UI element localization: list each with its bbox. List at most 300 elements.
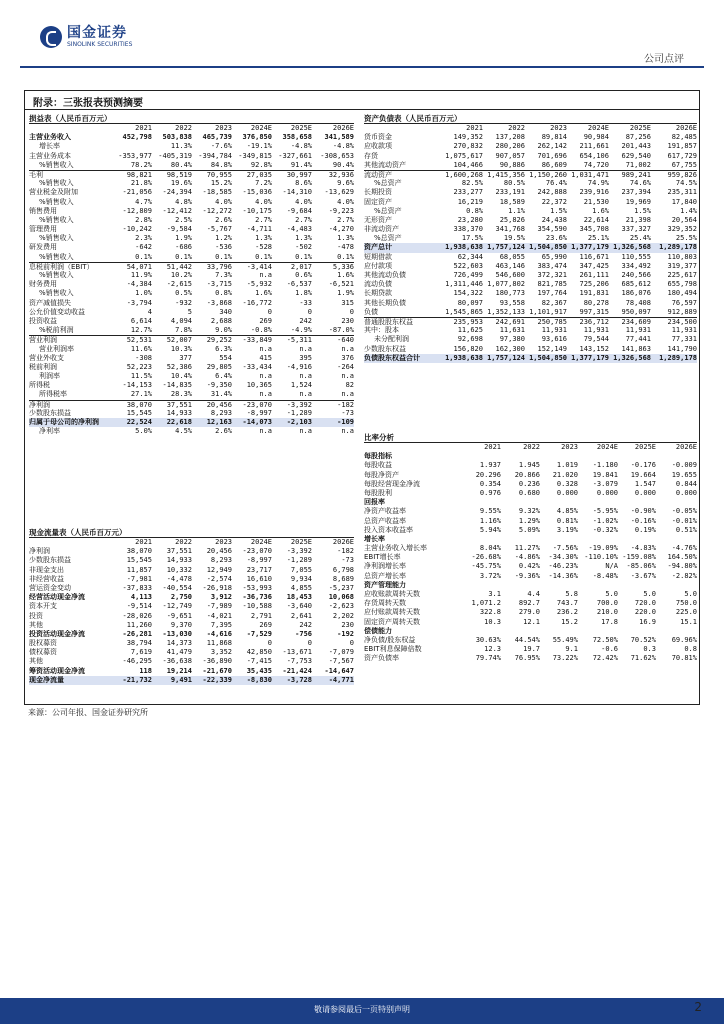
cell-value: 12.7%	[130, 326, 152, 335]
table-row	[364, 618, 697, 627]
cell-value: -15,036	[242, 188, 272, 197]
cell-value: 358,658	[282, 133, 312, 142]
table-row	[364, 345, 697, 354]
cell-value: 1,101,917	[529, 307, 567, 316]
table-row	[364, 553, 697, 562]
cell-value: 452,798	[122, 133, 152, 142]
table-row	[364, 608, 697, 617]
cell-value: 11.27%	[514, 544, 540, 553]
cell-value: 345,708	[579, 225, 609, 234]
cell-value: 19.5%	[503, 234, 525, 243]
table-row	[364, 526, 697, 535]
cell-value: 415	[259, 353, 272, 362]
cell-value: 242,888	[537, 188, 567, 197]
row-label: 应收账款周转天数	[364, 590, 420, 598]
cell-value: -308,653	[320, 151, 354, 160]
cell-value: 6.4%	[215, 372, 232, 381]
row-label: %销售收入	[39, 215, 74, 224]
table-row	[29, 584, 354, 593]
column-header: 2022	[175, 538, 192, 546]
row-label: 营运资金变动	[29, 583, 71, 592]
cell-value: 11,631	[499, 326, 525, 335]
row-label: %销售收入	[39, 289, 74, 298]
cell-value: -5,767	[206, 225, 232, 234]
cell-value: 234,609	[621, 317, 651, 326]
row-label: 营业外收支	[29, 353, 64, 362]
row-label: 资产减值损失	[29, 298, 71, 307]
cell-value: 0.1%	[135, 252, 152, 261]
cell-value: -9,514	[126, 602, 152, 611]
cell-value: -1.02%	[592, 516, 618, 525]
cell-value: -182	[337, 547, 354, 556]
cell-value: 38,070	[126, 400, 152, 409]
cell-value: 354,590	[537, 225, 567, 234]
cell-value: 1,757,124	[487, 353, 525, 362]
row-label: 所得税率	[39, 390, 67, 399]
cell-value: 319,377	[667, 261, 697, 270]
cell-value: -40,554	[162, 583, 192, 592]
column-header: 2026E	[675, 124, 697, 132]
cell-value: 376	[341, 353, 354, 362]
cell-value: 1.3%	[295, 234, 312, 243]
cell-value: n.a	[341, 427, 354, 436]
cell-value: -7,981	[126, 574, 152, 583]
cell-value: 0	[267, 307, 272, 316]
row-label: 非经营收益	[29, 574, 64, 583]
cell-value: 1.6%	[255, 289, 272, 298]
cell-value: -640	[337, 336, 354, 345]
row-label: %销售收入	[39, 179, 74, 188]
cell-value: 233,191	[495, 188, 525, 197]
cell-value: 19.7	[523, 645, 540, 654]
table-row	[364, 262, 697, 271]
table-row	[29, 234, 354, 243]
cell-value: 654,106	[579, 151, 609, 160]
cell-value: 52,386	[166, 362, 192, 371]
cell-value: 97,380	[499, 335, 525, 344]
cell-value: -14,073	[242, 418, 272, 426]
cell-value: 72.42%	[592, 654, 618, 663]
column-header: 2026E	[332, 124, 354, 132]
cell-value: -14,835	[162, 381, 192, 390]
table-row	[29, 363, 354, 372]
cell-value: 1,150,260	[529, 170, 567, 179]
cell-value: -0.8%	[250, 326, 272, 335]
cell-value: 0.8%	[466, 206, 483, 215]
cell-value	[501, 581, 540, 590]
cell-value: 2,791	[250, 611, 272, 620]
cell-value: -8,997	[246, 556, 272, 565]
cell-value: -14.36%	[548, 571, 578, 580]
table-row	[364, 152, 697, 161]
table-row	[29, 170, 354, 179]
row-label: %总资产	[374, 179, 402, 188]
cell-value: 3,912	[210, 593, 232, 602]
cell-value: 4	[147, 307, 152, 316]
cell-value: 37,551	[166, 547, 192, 556]
table-row	[364, 299, 697, 308]
cell-value: -85.06%	[626, 562, 656, 571]
cell-value: 7.2%	[255, 179, 272, 188]
cell-value: n.a	[299, 427, 312, 436]
table-row	[29, 602, 354, 611]
cell-value: 0	[267, 639, 272, 648]
table-title: 现金流量表（人民币百万元）	[29, 528, 354, 538]
cell-value: -1,289	[286, 408, 312, 417]
cell-value: 3.72%	[479, 571, 501, 580]
row-label: 资产负债率	[364, 654, 399, 663]
cell-value: 1.945	[518, 461, 540, 470]
cell-value: 912,889	[667, 307, 697, 316]
cell-value: -932	[175, 298, 192, 307]
cell-value: 7,055	[290, 565, 312, 574]
cell-value: 280,206	[495, 142, 525, 151]
cell-value: 322.8	[479, 608, 501, 617]
table-row	[29, 142, 354, 151]
cell-value: 33,796	[206, 262, 232, 271]
cell-value: -3,392	[286, 547, 312, 556]
cell-value: -9,350	[206, 381, 232, 390]
cell-value: 341,768	[495, 225, 525, 234]
cell-value: 554	[219, 353, 232, 362]
cell-value: 210.0	[596, 608, 618, 617]
table-row	[29, 225, 354, 234]
cell-value: 1,352,133	[487, 307, 525, 316]
row-label: 归属于母公司的净利润	[29, 418, 99, 426]
cell-value: 0.1%	[295, 252, 312, 261]
table-row	[29, 409, 354, 418]
table-row	[29, 612, 354, 621]
cell-value: -6,521	[328, 280, 354, 289]
cell-value	[459, 581, 501, 590]
cell-value: 16.9	[639, 617, 656, 626]
column-header: 2023	[215, 124, 232, 132]
row-label: 资本开支	[29, 602, 57, 611]
cell-value: 8.6%	[295, 179, 312, 188]
cell-value: 269	[259, 620, 272, 629]
row-label: %销售收入	[39, 271, 74, 279]
table-row	[364, 133, 697, 142]
cell-value: 1,504,850	[529, 243, 567, 252]
cell-value: 29,805	[206, 362, 232, 371]
cell-value: 1.5%	[550, 206, 567, 215]
cell-value: 11,857	[126, 565, 152, 574]
cell-value: 77,331	[671, 335, 697, 344]
cell-value: 9.6%	[337, 179, 354, 188]
cell-value: 12,949	[206, 565, 232, 574]
row-label: 应收款项	[364, 142, 392, 151]
row-label: 流动资产	[364, 170, 392, 179]
cell-value: -2,615	[166, 280, 192, 289]
cell-value: -264	[337, 362, 354, 371]
cell-value: 8,293	[210, 556, 232, 565]
cell-value: 10.2%	[170, 271, 192, 279]
cell-value: 700.0	[596, 599, 618, 608]
table-row	[29, 621, 354, 630]
row-label: 主营业务收入	[29, 133, 71, 142]
cell-value: -53,993	[242, 583, 272, 592]
row-label: 总资产增长率	[364, 571, 406, 580]
cell-value: n.a	[299, 390, 312, 399]
cell-value: -3,868	[206, 298, 232, 307]
cell-value: 1.1%	[508, 206, 525, 215]
cell-value: 1,289,178	[659, 353, 697, 362]
row-label: 息税前利润（EBIT）	[29, 262, 94, 271]
cell-value: 0.19%	[634, 525, 656, 534]
cell-value: 93,558	[499, 298, 525, 307]
cell-value: 5.0	[605, 590, 618, 598]
cell-value: 16,219	[457, 197, 483, 206]
cell-value: 347,425	[579, 261, 609, 270]
appendix-title: 附录：三张报表预测摘要	[33, 98, 143, 109]
cell-value: -2.82%	[671, 571, 697, 580]
row-label: 经营活动现金净流	[29, 593, 85, 602]
cell-value: 82,367	[541, 298, 567, 307]
cell-value: 233,277	[453, 188, 483, 197]
cell-value: 19.655	[671, 470, 697, 479]
cell-value: -16,772	[242, 298, 272, 307]
disclaimer-link[interactable]: 敬请参阅最后一页特别声明	[314, 1005, 410, 1014]
table-row	[364, 599, 697, 608]
row-label: 每股收益	[364, 461, 392, 470]
row-label: 债权募资	[29, 648, 57, 657]
table-row	[29, 400, 354, 409]
table-title: 资产负债表（人民币百万元）	[364, 114, 697, 124]
column-header: 2025E	[634, 443, 656, 451]
table-row	[364, 225, 697, 234]
cell-value: 2.6%	[215, 427, 232, 436]
cell-value: 11.6%	[130, 344, 152, 353]
cell-value: -7,989	[206, 602, 232, 611]
cell-value: 230	[341, 620, 354, 629]
cell-value: 236.2	[556, 608, 578, 617]
title-divider	[25, 109, 699, 110]
cell-value: 70.52%	[630, 635, 656, 644]
cell-value: -8,830	[246, 675, 272, 684]
row-label: 存货周转天数	[364, 599, 406, 608]
cell-value: 4,094	[170, 316, 192, 325]
cell-value: -4,483	[286, 225, 312, 234]
table-row	[364, 253, 697, 262]
logo-subtitle: SINOLINK SECURITIES	[67, 41, 133, 48]
cell-value: 546,600	[495, 271, 525, 279]
cell-value: 90,886	[499, 160, 525, 169]
cell-value: 12.3	[484, 645, 501, 654]
cell-value: 19,214	[166, 666, 192, 675]
cell-value: 21,530	[583, 197, 609, 206]
cell-value: 4,113	[130, 593, 152, 602]
table-row	[29, 299, 354, 308]
cell-value: 28.3%	[170, 390, 192, 399]
table-row	[29, 427, 354, 436]
source-note: 来源：公司年报、国金证券研究所	[28, 708, 148, 717]
cell-value: -73	[341, 556, 354, 565]
row-label: 现金净流量	[29, 675, 64, 684]
cell-value: 235,953	[453, 317, 483, 326]
cell-value: 80,278	[583, 298, 609, 307]
cell-value: -4,616	[206, 629, 232, 638]
logo-name: 国金证券	[67, 25, 127, 41]
cell-value: -12,412	[162, 206, 192, 215]
row-label: 长期投资	[364, 188, 392, 197]
cell-value: 29,252	[206, 336, 232, 345]
row-label: 净利润	[29, 400, 50, 409]
table-header-row	[364, 443, 697, 452]
cell-value: 1,326,568	[613, 243, 651, 252]
cell-value: 19.6%	[170, 179, 192, 188]
cell-value: -3.079	[592, 479, 618, 488]
row-label: 少数股东损益	[29, 556, 71, 565]
cell-value: -7,529	[246, 629, 272, 638]
table-row	[364, 645, 697, 654]
cell-value: 1.3%	[255, 234, 272, 243]
row-label: 回报率	[364, 498, 385, 507]
table-row	[29, 179, 354, 188]
cell-value: 315	[341, 298, 354, 307]
cell-value: -0.32%	[592, 525, 618, 534]
column-header: 2023	[215, 538, 232, 546]
cell-value: -159.08%	[622, 553, 656, 562]
table-row	[364, 335, 697, 344]
row-label: %总资产	[374, 234, 402, 243]
cell-value: 235,311	[667, 188, 697, 197]
cell-value: 23,717	[246, 565, 272, 574]
cell-value: 1,504,850	[529, 353, 567, 362]
cell-value: 72.50%	[592, 635, 618, 644]
cell-value: -1,289	[286, 556, 312, 565]
cell-value: 242,691	[495, 317, 525, 326]
column-header: 2022	[523, 443, 540, 451]
cell-value: 372,321	[537, 271, 567, 279]
cell-value	[578, 581, 618, 590]
row-label: 长期贷款	[364, 289, 392, 298]
row-label: %销售收入	[39, 252, 74, 261]
cell-value: -642	[135, 243, 152, 252]
cell-value: 0.8%	[215, 289, 232, 298]
cell-value: 237,394	[621, 188, 651, 197]
cell-value: 5.0%	[135, 427, 152, 436]
cell-value: -13,671	[282, 648, 312, 657]
table-row	[29, 657, 354, 666]
table-row	[364, 317, 697, 326]
table-row	[364, 271, 697, 280]
cell-value: -36,638	[162, 657, 192, 666]
table-row	[364, 234, 697, 243]
row-label: 应付款项	[364, 261, 392, 270]
cell-value: -0.6	[601, 645, 618, 654]
row-label: 其他长期负债	[364, 298, 406, 307]
cell-value: n.a	[259, 390, 272, 399]
table-row	[364, 142, 697, 151]
cell-value: 821,785	[537, 280, 567, 289]
table-row	[364, 636, 697, 645]
cell-value: 377	[179, 353, 192, 362]
cell-value: 24,438	[541, 215, 567, 224]
cell-value: 54,071	[126, 262, 152, 271]
cell-value: 44.54%	[514, 635, 540, 644]
table-row	[364, 535, 697, 544]
cell-value: 22,618	[166, 418, 192, 426]
cell-value: 20.296	[475, 470, 501, 479]
cell-value: 71,002	[625, 160, 651, 169]
cell-value: -87.0%	[328, 326, 354, 335]
page-header	[0, 0, 724, 70]
cell-value: -36,736	[242, 593, 272, 602]
column-header: 2025E	[290, 538, 312, 546]
cell-value: -45.75%	[471, 562, 501, 571]
row-label: 净利润增长率	[364, 562, 406, 571]
cell-value: -353,977	[118, 151, 152, 160]
cell-value: 10,332	[166, 565, 192, 574]
row-label: 净资产收益率	[364, 507, 406, 516]
cell-value: 141,790	[667, 344, 697, 353]
cell-value: 725,206	[579, 280, 609, 289]
cell-value: 6,614	[130, 316, 152, 325]
cell-value: 261,111	[579, 271, 609, 279]
cell-value: -12,809	[122, 206, 152, 215]
cell-value: 383,474	[537, 261, 567, 270]
cell-value: -3,392	[286, 400, 312, 409]
cell-value: 38,070	[126, 547, 152, 556]
row-label: 主营业务收入增长率	[364, 544, 427, 553]
column-header: 2024E	[250, 538, 272, 546]
footer-bar	[0, 998, 724, 1024]
row-label: 销售费用	[29, 206, 57, 215]
cell-value: 1.2%	[215, 234, 232, 243]
row-label: 固定资产	[364, 197, 392, 206]
table-row	[29, 639, 354, 648]
cell-value: -478	[337, 243, 354, 252]
cell-value: -12,749	[162, 602, 192, 611]
cell-value: n.a	[341, 344, 354, 353]
cell-value: 4.0%	[255, 197, 272, 206]
cell-value: 997,315	[579, 307, 609, 316]
cell-value: 11.9%	[130, 271, 152, 279]
cell-value: 80.4%	[170, 160, 192, 169]
cell-value	[501, 627, 540, 636]
row-label: 投资活动现金净流	[29, 629, 85, 638]
cell-value: 1,938,638	[445, 243, 483, 252]
cell-value: 5.0	[684, 590, 697, 598]
row-label: 无形资产	[364, 215, 392, 224]
cell-value: 340	[219, 307, 232, 316]
cell-value: 7,395	[210, 620, 232, 629]
cell-value: -9,223	[328, 206, 354, 215]
cell-value: 0.354	[479, 479, 501, 488]
cell-value: 12,163	[206, 418, 232, 426]
logo	[40, 26, 132, 48]
cell-value: 4.8%	[175, 197, 192, 206]
cell-value: 0.81%	[556, 516, 578, 525]
cell-value	[656, 627, 697, 636]
cell-value: -3,715	[206, 280, 232, 289]
cell-value: -28,026	[122, 611, 152, 620]
cell-value: 10.3	[484, 617, 501, 626]
table-row	[364, 280, 697, 289]
cell-value	[656, 581, 697, 590]
cell-value: -9,684	[286, 206, 312, 215]
cell-value: -0.05%	[671, 507, 697, 516]
table-header-row	[364, 124, 697, 133]
cell-value: 52,531	[126, 336, 152, 345]
cell-value: 279.0	[518, 608, 540, 617]
cell-value: 84.8%	[210, 160, 232, 169]
table-row	[29, 418, 354, 427]
cell-value: 17.8	[601, 617, 618, 626]
column-header: 2024E	[596, 443, 618, 451]
table-row	[29, 335, 354, 344]
cell-value: -26,281	[122, 629, 152, 638]
